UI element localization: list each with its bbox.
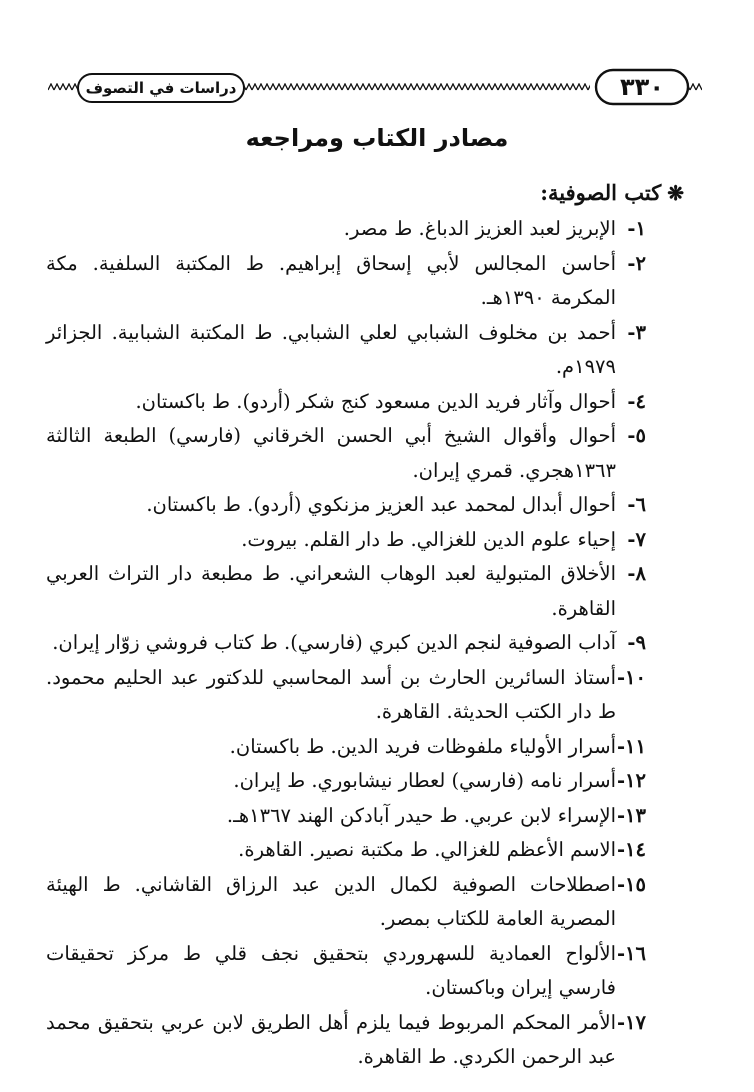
reference-number: ١١- bbox=[616, 734, 646, 758]
page-header bbox=[48, 62, 702, 112]
reference-item bbox=[46, 868, 646, 937]
reference-item bbox=[46, 1006, 646, 1075]
reference-text: أحوال وأقوال الشيخ أبي الحسن الخرقاني (فارسي) الطبعة الثالثة ١٣٦٣هجري. قمري إيران. bbox=[46, 424, 616, 482]
reference-item bbox=[46, 937, 646, 1006]
reference-text: أحوال وآثار فريد الدين مسعود كنج شكر (أردو). ط باكستان. bbox=[135, 389, 616, 413]
reference-item bbox=[46, 557, 646, 626]
reference-text: الإسراء لابن عربي. ط حيدر آبادكن الهند ١٣٦٧هـ. bbox=[226, 803, 616, 827]
reference-number: ١٦- bbox=[616, 941, 646, 965]
reference-number: ١٥- bbox=[616, 872, 646, 896]
reference-item bbox=[46, 385, 646, 420]
reference-item bbox=[46, 488, 646, 523]
reference-text: أحاسن المجالس لأبي إسحاق إبراهيم. ط المكتبة السلفية. مكة المكرمة ١٣٩٠هـ. bbox=[46, 251, 616, 309]
page-title: مصادر الكتاب ومراجعه bbox=[245, 124, 509, 152]
reference-text: آداب الصوفية لنجم الدين كبري (فارسي). ط كتاب فروشي زوّار إيران. bbox=[52, 631, 616, 654]
reference-number: ٨- bbox=[627, 562, 646, 585]
reference-number: ١٢- bbox=[616, 769, 646, 792]
reference-text: أسرار نامه (فارسي) لعطار نيشابوري. ط إيران. bbox=[233, 769, 616, 792]
reference-item bbox=[46, 833, 646, 868]
running-title: دراسات في التصوف bbox=[85, 79, 237, 97]
reference-number: ١٧- bbox=[616, 1010, 646, 1034]
reference-text: أحوال أبدال لمحمد عبد العزيز مزنكوي (أردو). ط باكستان. bbox=[146, 493, 616, 516]
reference-item bbox=[46, 799, 646, 834]
reference-number: ٤- bbox=[627, 389, 646, 413]
reference-number: ٣- bbox=[627, 320, 646, 344]
reference-item bbox=[46, 764, 646, 799]
reference-item bbox=[46, 212, 646, 247]
section-heading-text: كتب الصوفية: bbox=[540, 180, 662, 205]
reference-item bbox=[46, 626, 646, 661]
reference-text: أستاذ السائرين الحارث بن أسد المحاسبي للدكتور عبد الحليم محمود. ط دار الكتب الحديثة. القاهرة. bbox=[46, 665, 616, 723]
reference-text: الألواح العمادية للسهروردي بتحقيق نجف قلي ط مركز تحقيقات فارسي إيران وباكستان. bbox=[46, 941, 616, 999]
asterisk-icon: ❋ bbox=[667, 180, 684, 205]
page-number: ٣٣٠ bbox=[620, 73, 664, 101]
reference-text: الإبريز لعبد العزيز الدباغ. ط مصر. bbox=[343, 217, 616, 240]
reference-number: ٥- bbox=[627, 424, 646, 447]
reference-number: ٦- bbox=[627, 493, 646, 516]
reference-number: ١- bbox=[627, 217, 646, 240]
reference-number: ٧- bbox=[627, 527, 646, 551]
reference-text: الاسم الأعظم للغزالي. ط مكتبة نصير. القاهرة. bbox=[238, 838, 616, 861]
reference-number: ١٠- bbox=[616, 665, 646, 689]
references-list bbox=[46, 212, 646, 1075]
reference-number: ١٣- bbox=[616, 803, 646, 827]
reference-text: أحمد بن مخلوف الشبابي لعلي الشبابي. ط المكتبة الشبابية. الجزائر ١٩٧٩م. bbox=[46, 320, 616, 378]
reference-item bbox=[46, 730, 646, 765]
reference-item bbox=[46, 661, 646, 730]
reference-text: الأمر المحكم المربوط فيما يلزم أهل الطريق لابن عربي بتحقيق محمد عبد الرحمن الكردي. ط القاهرة. bbox=[46, 1010, 616, 1068]
reference-number: ٢- bbox=[627, 251, 646, 275]
reference-number: ٩- bbox=[627, 631, 646, 654]
reference-item bbox=[46, 523, 646, 558]
reference-text: أسرار الأولياء ملفوظات فريد الدين. ط باكستان. bbox=[229, 734, 616, 758]
reference-number: ١٤- bbox=[616, 838, 646, 861]
reference-text: الأخلاق المتبولية لعبد الوهاب الشعراني. ط مطبعة دار التراث العربي القاهرة. bbox=[46, 562, 616, 620]
section-heading bbox=[540, 180, 684, 205]
reference-item bbox=[46, 419, 646, 488]
reference-item bbox=[46, 247, 646, 316]
reference-item bbox=[46, 316, 646, 385]
reference-text: اصطلاحات الصوفية لكمال الدين عبد الرزاق القاشاني. ط الهيئة المصرية العامة للكتاب بمصر. bbox=[46, 872, 616, 930]
reference-text: إحياء علوم الدين للغزالي. ط دار القلم. بيروت. bbox=[241, 527, 616, 551]
